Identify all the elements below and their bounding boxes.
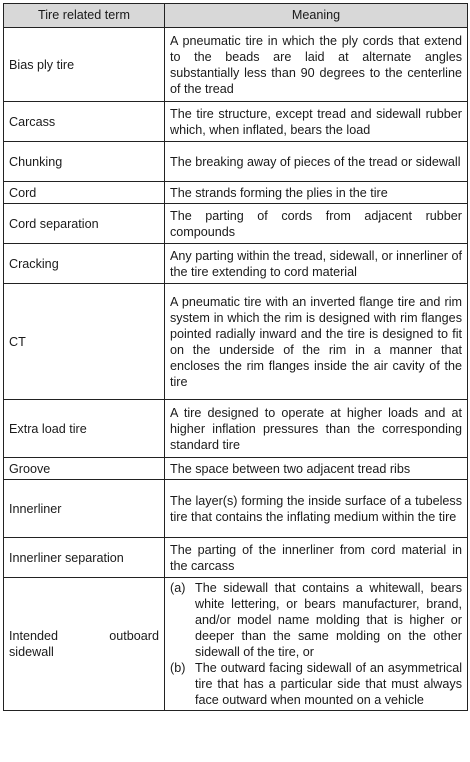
meaning-cell [165,578,468,711]
term-cell: Cord [4,182,165,204]
table-row [4,284,468,400]
table-row [4,142,468,182]
table-row [4,102,468,142]
term-cell: CT [4,284,165,400]
meaning-cell: The space between two adjacent tread ribs [165,458,468,480]
meaning-cell: A pneumatic tire with an inverted flange tire and rim system in which the rim is designed with rim flanges pointed radially inward and the tire is designed to fit on the underside of the rim in a manner that encloses the rim flanges inside the air cavity of the tire [165,284,468,400]
list-item-text: The outward facing sidewall of an asymmetrical tire that has a particular side that must always face outward when mounted on a vehicle [195,661,462,707]
meaning-cell: A pneumatic tire in which the ply cords that extend to the beads are laid at alternate angles substantially less than 90 degrees to the centerline of the tread [165,28,468,102]
meaning-cell: The parting of the innerliner from cord material in the carcass [165,538,468,578]
tire-terms-page [3,3,467,711]
table-row [4,458,468,480]
table-row [4,244,468,284]
list-marker: (a) [170,581,186,595]
term-cell: Carcass [4,102,165,142]
table-row [4,538,468,578]
table-row [4,28,468,102]
term-cell: Cracking [4,244,165,284]
table-row [4,400,468,458]
term-cell: Extra load tire [4,400,165,458]
meaning-cell: A tire designed to operate at higher loads and at higher inflation pressures than the corresponding standard tire [165,400,468,458]
term-cell: Groove [4,458,165,480]
list-item [170,580,462,660]
list-marker: (b) [170,661,186,675]
meaning-cell: The parting of cords from adjacent rubber compounds [165,204,468,244]
header-term: Tire related term [4,4,165,28]
table-row [4,182,468,204]
term-cell: Innerliner [4,480,165,538]
meaning-cell: Any parting within the tread, sidewall, or innerliner of the tire extending to cord material [165,244,468,284]
term-cell: Intended outboard sidewall [4,578,165,711]
meaning-cell: The breaking away of pieces of the tread or sidewall [165,142,468,182]
table-row [4,480,468,538]
definition-list [170,580,462,708]
table-row [4,204,468,244]
term-cell: Cord separation [4,204,165,244]
tire-terms-table [3,3,468,711]
table-row [4,578,468,711]
list-item-text: The sidewall that contains a whitewall, bears white lettering, or bears manufacturer, brand, and/or model name molding that is higher or deeper than the same molding on the other sidewall of the tire, or [195,581,462,659]
header-meaning: Meaning [165,4,468,28]
term-cell: Chunking [4,142,165,182]
term-cell: Innerliner separation [4,538,165,578]
meaning-cell: The tire structure, except tread and sidewall rubber which, when inflated, bears the load [165,102,468,142]
list-item [170,660,462,708]
table-header-row [4,4,468,28]
meaning-cell: The layer(s) forming the inside surface of a tubeless tire that contains the inflating medium within the tire [165,480,468,538]
term-cell: Bias ply tire [4,28,165,102]
meaning-cell: The strands forming the plies in the tire [165,182,468,204]
